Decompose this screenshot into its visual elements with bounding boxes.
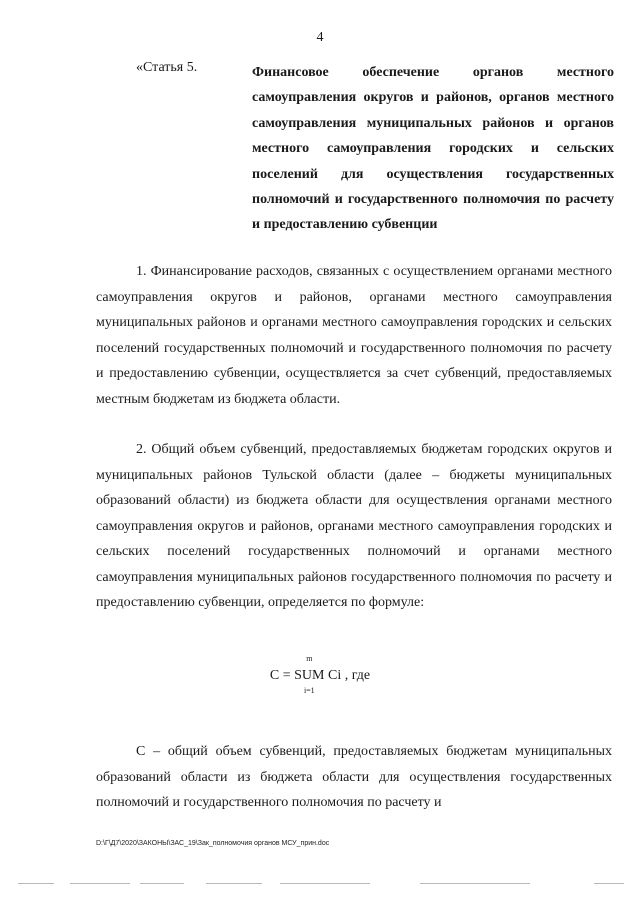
formula-sum-symbol: SUM [294,668,325,683]
file-path-footer: D:\Г\Д7\2020\ЗАКОНЫ\ЗАС_19\Зак_полномочия органов МСУ_прин.doc [96,840,330,847]
scan-line [594,883,624,884]
scan-line [18,883,54,884]
scan-line [206,883,262,884]
paragraph-1: 1. Финансирование расходов, связанных с осуществлением органами местного самоуправления округов и районов, органами местного самоуправления муниципальных районов и органами местного самоуправления городских и сельских поселений государственных полномочий и государственного полномочия по расчету и предоставлению субвенции, осуществляется за счет субвенций, предоставляемых местным бюджетам из бюджета области. [96,264,612,407]
formula [0,654,640,695]
paragraph-2: 2. Общий объем субвенций, предоставляемых бюджетам городских округов и муниципальных районов Тульской области (далее – бюджеты муниципальных образований области) из бюджета области для осуществления органами местного самоуправления округов и районов, органами местного самоуправления городских и сельских поселений государственных полномочий и органами местного самоуправления муниципальных районов государственного полномочия по расчету и предоставлению субвенции, определяется по формуле: [96,442,612,610]
formula-rhs: Ci , где [324,668,371,683]
article-label: «Статья 5. [136,60,198,75]
scan-line [140,883,184,884]
page-number: 4 [316,30,324,45]
scan-line [420,883,530,884]
formula-lhs: С = [269,668,295,683]
formula-sum [294,654,325,695]
formula-sum-lower: i=1 [303,686,315,695]
scan-line [280,883,370,884]
formula-sum-upper: m [306,654,313,663]
article-title: Финансовое обеспечение органов местного самоуправления округов и районов, органов местного самоуправления муниципальных районов и органов местного самоуправления городских и сельских поселений для осуществления государственных полномочий и государственного полномочия по расчету и предоставлению субвенции [252,65,614,233]
paragraph-3: С – общий объем субвенций, предоставляемых бюджетам муниципальных образований области из бюджета области для осуществления государственных полномочий и государственного полномочия по расчету и [96,744,612,810]
scan-line [70,883,130,884]
